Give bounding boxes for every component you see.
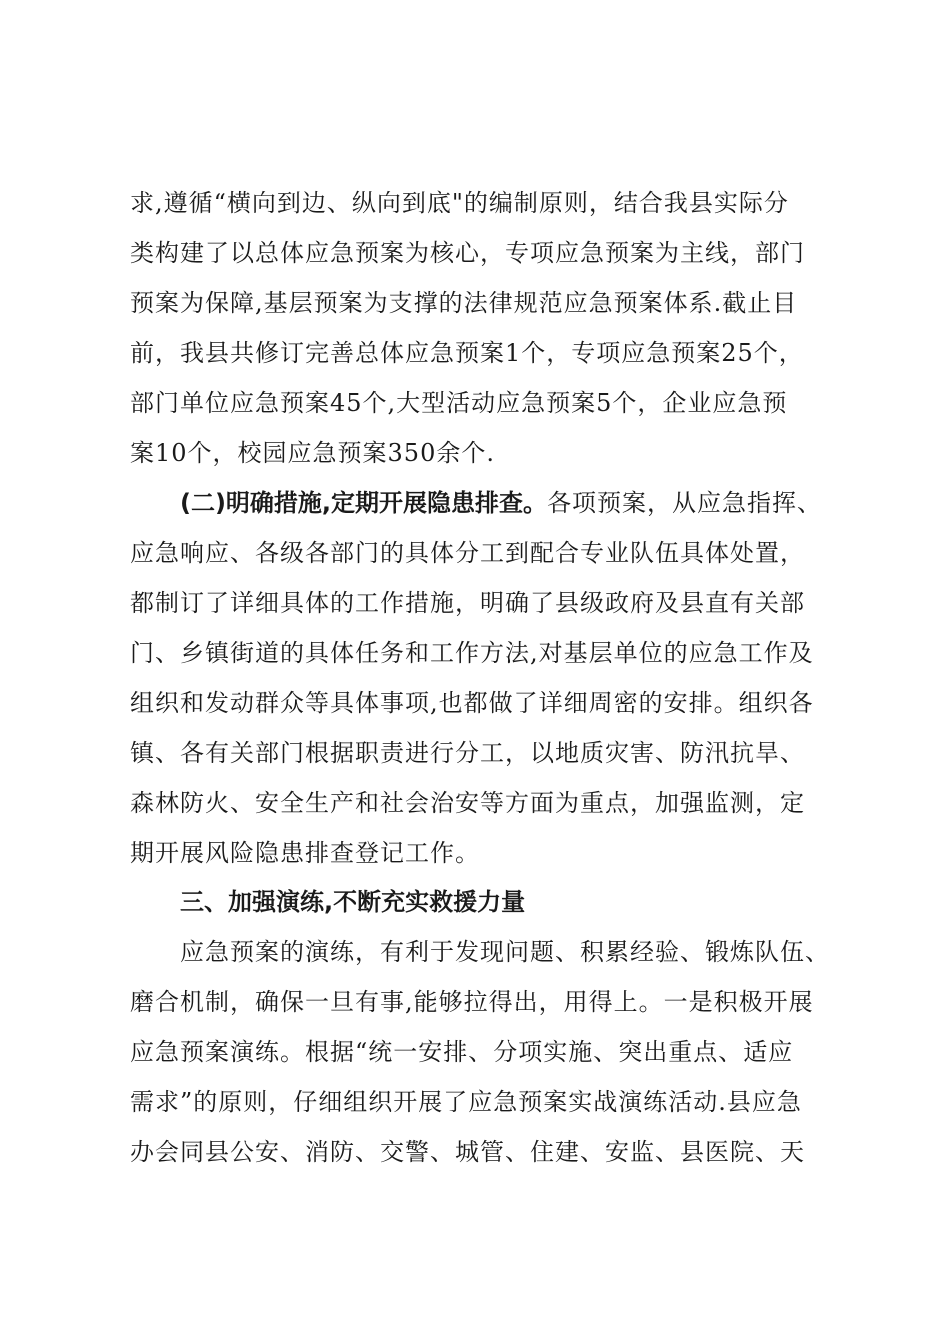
paragraph-line: 森林防火、安全生产和社会治安等方面为重点，加强监测，定 [130,789,805,817]
paragraph-line: 应急预案演练。根据“统一安排、分项实施、突出重点、适应 [130,1038,794,1066]
paragraph-line: 组织和发动群众等具体事项,也都做了详细周密的安排。组织各 [130,689,814,717]
paragraph-line: 案10个，校园应急预案350余个. [130,439,495,467]
item-2-title: (二)明确措施,定期开展隐患排查。 [180,489,548,517]
paragraph-line: 镇、各有关部门根据职责进行分工，以地质灾害、防汛抗旱、 [130,739,805,767]
paragraph-line: 类构建了以总体应急预案为核心，专项应急预案为主线，部门 [130,239,805,267]
paragraph-line: 都制订了详细具体的工作措施，明确了县级政府及县直有关部 [130,589,805,617]
paragraph-line: 部门单位应急预案45个,大型活动应急预案5个，企业应急预 [130,389,788,417]
paragraph-line: 门、乡镇街道的具体任务和工作方法,对基层单位的应急工作及 [130,639,814,667]
section-3-heading: 三、加强演练,不断充实救援力量 [180,888,526,916]
paragraph-line: 期开展风险隐患排查登记工作。 [130,839,480,867]
paragraph-line: 需求”的原则，仔细组织开展了应急预案实战演练活动.县应急 [130,1088,802,1116]
item-2-first-line [180,488,822,518]
paragraph-line: 应急响应、各级各部门的具体分工到配合专业队伍具体处置， [130,539,805,567]
paragraph-line: 磨合机制，确保一旦有事,能够拉得出，用得上。一是积极开展 [130,988,814,1016]
paragraph-line: 应急预案的演练，有利于发现问题、积累经验、锻炼队伍、 [180,938,830,966]
paragraph-line: 办会同县公安、消防、交警、城管、住建、安监、县医院、天 [130,1138,805,1166]
paragraph-line: 求,遵循“横向到边、纵向到底"的编制原则，结合我县实际分 [130,189,789,217]
paragraph-line: 前，我县共修订完善总体应急预案1个，专项应急预案25个， [130,339,804,367]
item-2-text: 各项预案，从应急指挥、 [547,489,823,517]
paragraph-line: 预案为保障,基层预案为支撑的法律规范应急预案体系.截止目 [130,289,798,317]
